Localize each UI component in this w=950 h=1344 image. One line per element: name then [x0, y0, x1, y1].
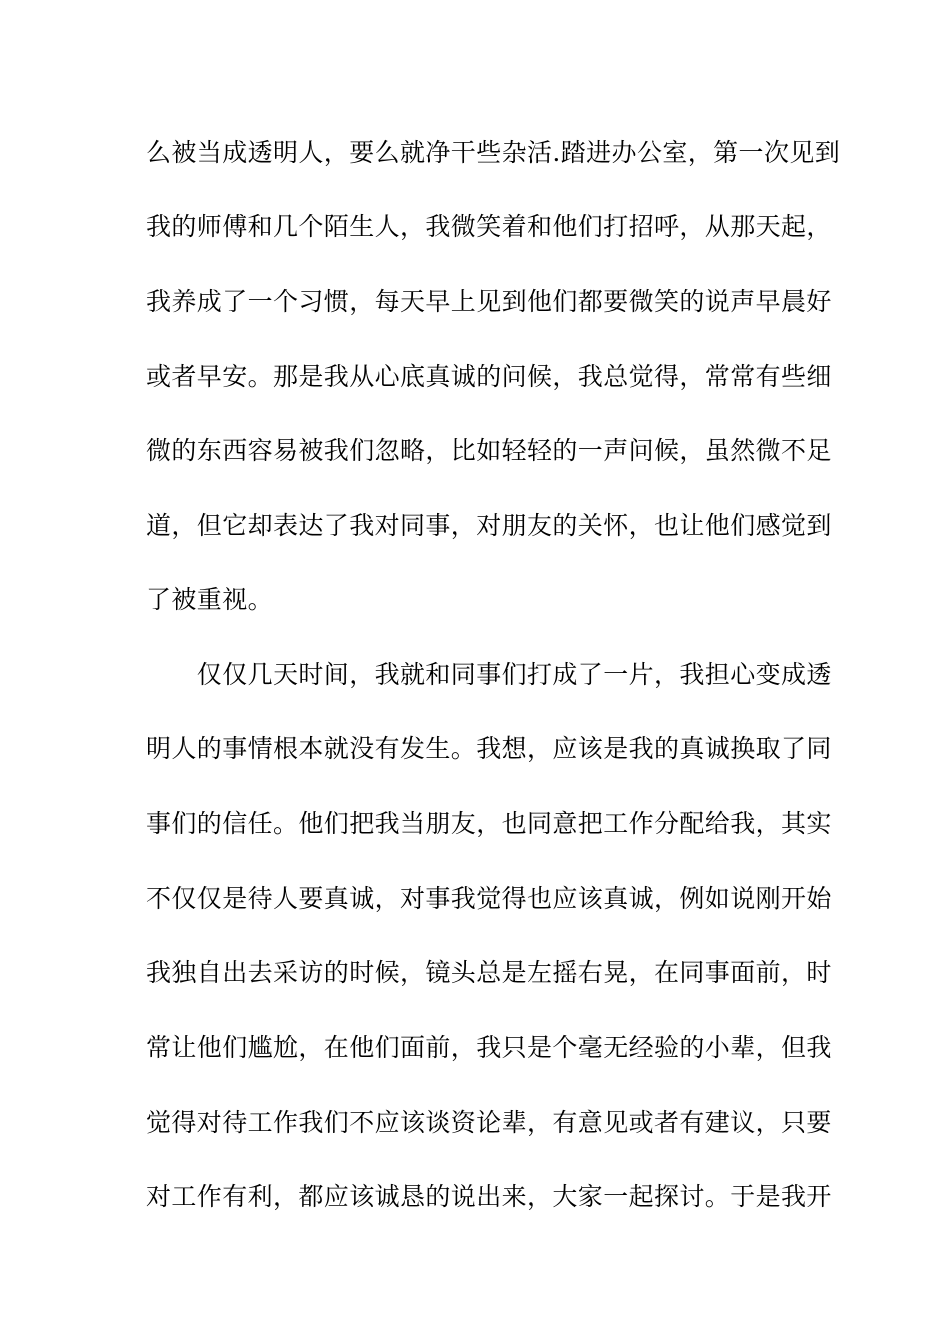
text-line: 么被当成透明人，要么就净干些杂活.踏进办公室，第一次见到	[146, 138, 841, 167]
text-line: 事们的信任。他们把我当朋友，也同意把工作分配给我，其实	[146, 809, 832, 838]
text-line: 常让他们尴尬，在他们面前，我只是个毫无经验的小辈，但我	[146, 1033, 832, 1062]
text-line: 我养成了一个习惯，每天早上见到他们都要微笑的说声早晨好	[146, 287, 832, 316]
text-line: 不仅仅是待人要真诚，对事我觉得也应该真诚，例如说刚开始	[146, 884, 832, 913]
text-line: 我的师傅和几个陌生人，我微笑着和他们打招呼，从那天起，	[146, 212, 832, 241]
text-line: 对工作有利，都应该诚恳的说出来，大家一起探讨。于是我开	[146, 1182, 832, 1211]
text-line: 道，但它却表达了我对同事，对朋友的关怀，也让他们感觉到	[146, 511, 832, 540]
text-line: 或者早安。那是我从心底真诚的问候，我总觉得，常常有些细	[146, 362, 832, 391]
text-line: 觉得对待工作我们不应该谈资论辈，有意见或者有建议，只要	[146, 1108, 832, 1137]
text-line: 微的东西容易被我们忽略，比如轻轻的一声问候，虽然微不足	[146, 436, 832, 465]
text-line: 明人的事情根本就没有发生。我想，应该是我的真诚换取了同	[146, 734, 832, 763]
text-line: 了被重视。	[146, 585, 274, 614]
paragraph-start-line: 仅仅几天时间，我就和同事们打成了一片，我担心变成透	[146, 660, 832, 689]
text-line: 我独自出去采访的时候，镜头总是左摇右晃，在同事面前，时	[146, 958, 832, 987]
